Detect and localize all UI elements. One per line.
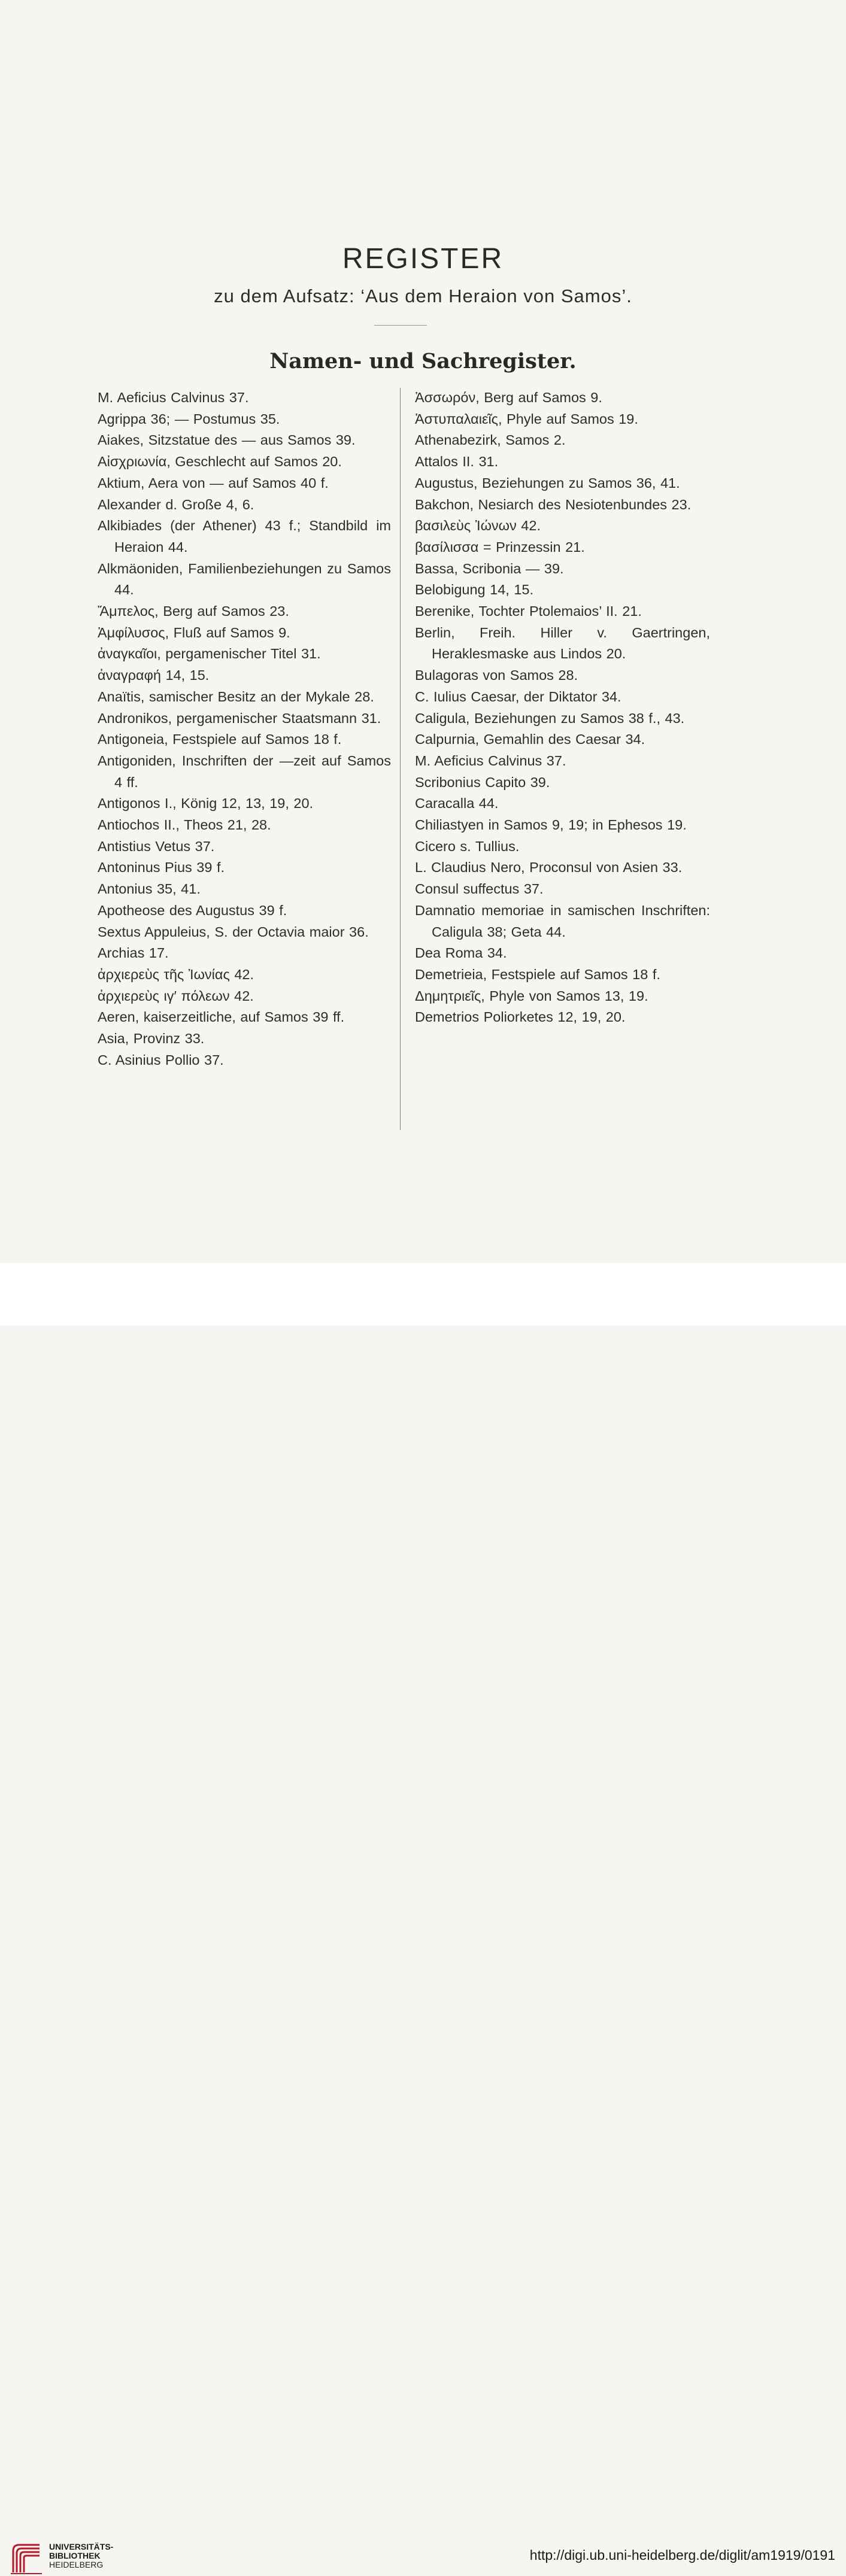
index-entry: Alkmäoniden, Familienbeziehungen zu Samos 44.: [98, 560, 391, 598]
index-entry: Berlin, Freih. Hiller v. Gaertringen, Heraklesmaske aus Lindos 20.: [415, 624, 710, 662]
index-entry: Antiochos II., Theos 21, 28.: [98, 817, 271, 833]
index-entry: Ἄμπελος, Berg auf Samos 23.: [98, 603, 289, 619]
index-entry: Aiakes, Sitzstatue des — aus Samos 39.: [98, 432, 356, 448]
index-entry: Alkibiades (der Athener) 43 f.; Standbild im Heraion 44.: [98, 518, 391, 555]
right-column: [415, 387, 710, 1028]
index-entry: Antigoneia, Festspiele auf Samos 18 f.: [98, 731, 342, 748]
index-entry: Ἀμφίλυσος, Fluß auf Samos 9.: [98, 624, 290, 640]
index-entry: ἀναγραφή 14, 15.: [98, 667, 210, 684]
library-name: [49, 2542, 113, 2569]
source-url[interactable]: http://digi.ub.uni-heidelberg.de/diglit/am1919/0191: [529, 2547, 835, 2563]
index-entry: Antoninus Pius 39 f.: [98, 859, 225, 876]
index-entry: Demetrios Poliorketes 12, 19, 20.: [415, 1009, 626, 1025]
library-name-line2: BIBLIOTHEK: [49, 2551, 101, 2560]
page-subtitle: zu dem Aufsatz: ‘Aus dem Heraion von Samos’.: [214, 285, 632, 306]
index-entry: Ἀστυπαλαιεῖς, Phyle auf Samos 19.: [415, 411, 638, 427]
title-rule: [374, 325, 427, 326]
index-entry: Aktium, Aera von — auf Samos 40 f.: [98, 475, 329, 491]
index-entry: Attalos II. 31.: [415, 454, 499, 470]
index-entry: Belobigung 14, 15.: [415, 582, 533, 598]
index-entry: Caligula, Beziehungen zu Samos 38 f., 43.: [415, 710, 685, 726]
index-entry: βασιλεὺς Ἰώνων 42.: [415, 518, 541, 534]
index-entry: Bulagoras von Samos 28.: [415, 667, 578, 684]
index-entry: Damnatio memoriae in samischen Inschriften: Caligula 38; Geta 44.: [415, 902, 710, 940]
index-entry: Δημητριεῖς, Phyle von Samos 13, 19.: [415, 988, 648, 1004]
index-entry: Archias 17.: [98, 945, 169, 961]
index-entry: M. Aeficius Calvinus 37.: [98, 390, 249, 405]
library-name-line3: HEIDELBERG: [49, 2560, 104, 2569]
scanned-page: [0, 0, 846, 1263]
index-entry: Ἀσσωρόν, Berg auf Samos 9.: [415, 390, 602, 405]
index-entry: Augustus, Beziehungen zu Samos 36, 41.: [415, 475, 680, 491]
index-entry: ἀρχιερεὺς ιγ′ πόλεων 42.: [98, 988, 254, 1004]
index-entry: Αἰσχριωνία, Geschlecht auf Samos 20.: [98, 454, 342, 470]
footer-bar: [0, 1263, 846, 2569]
index-entry: Antistius Vetus 37.: [98, 838, 215, 854]
index-entry: Consul suffectus 37.: [415, 881, 544, 897]
index-entry: Cicero s. Tullius.: [415, 838, 520, 854]
index-entry: ἀρχιερεὺς τῆς Ἰωνίας 42.: [98, 966, 254, 982]
index-entry: Scribonius Capito 39.: [415, 774, 550, 790]
index-entry: L. Claudius Nero, Proconsul von Asien 33.: [415, 859, 683, 876]
index-entry: C. Asinius Pollio 37.: [98, 1052, 224, 1068]
index-entry: Agrippa 36; — Postumus 35.: [98, 411, 280, 427]
left-column: [98, 387, 391, 1071]
index-entry: Sextus Appuleius, S. der Octavia maior 36.: [98, 924, 369, 940]
index-entry: Andronikos, pergamenischer Staatsmann 31.: [98, 710, 381, 726]
page-title: REGISTER: [342, 243, 504, 275]
index-entry: ἀναγκαῖοι, pergamenischer Titel 31.: [98, 646, 321, 662]
index-entry: M. Aeficius Calvinus 37.: [415, 752, 566, 768]
index-entry: βασίλισσα = Prinzessin 21.: [415, 539, 585, 555]
section-heading: Namen- und Sachregister.: [269, 349, 577, 373]
library-logo-icon: [8, 2536, 44, 2576]
index-entry: Antonius 35, 41.: [98, 881, 201, 897]
index-entry: Alexander d. Große 4, 6.: [98, 496, 254, 512]
index-entry: Antigoniden, Inschriften der —zeit auf Samos 4 ff.: [98, 752, 391, 790]
index-entry: Bakchon, Nesiarch des Nesiotenbundes 23.: [415, 496, 692, 512]
index-entry: Caracalla 44.: [415, 795, 499, 812]
index-entry: Bassa, Scribonia — 39.: [415, 560, 564, 576]
index-entry: Aeren, kaiserzeitliche, auf Samos 39 ff.: [98, 1009, 345, 1025]
column-divider: [400, 388, 401, 1130]
index-entry: Demetrieia, Festspiele auf Samos 18 f.: [415, 966, 660, 982]
index-entry: Antigonos I., König 12, 13, 19, 20.: [98, 795, 314, 812]
library-name-line1: UNIVERSITÄTS-: [49, 2542, 114, 2551]
index-entry: Dea Roma 34.: [415, 945, 507, 961]
index-entry: Berenike, Tochter Ptolemaios’ II. 21.: [415, 603, 642, 619]
index-entry: Chiliastyen in Samos 9, 19; in Ephesos 19.: [415, 817, 687, 833]
index-entry: Athenabezirk, Samos 2.: [415, 432, 566, 448]
index-entry: Apotheose des Augustus 39 f.: [98, 902, 287, 918]
index-entry: Asia, Provinz 33.: [98, 1031, 205, 1047]
index-entry: Anaïtis, samischer Besitz an der Mykale 28.: [98, 688, 374, 704]
index-entry: C. Iulius Caesar, der Diktator 34.: [415, 688, 621, 704]
index-entry: Calpurnia, Gemahlin des Caesar 34.: [415, 731, 645, 748]
